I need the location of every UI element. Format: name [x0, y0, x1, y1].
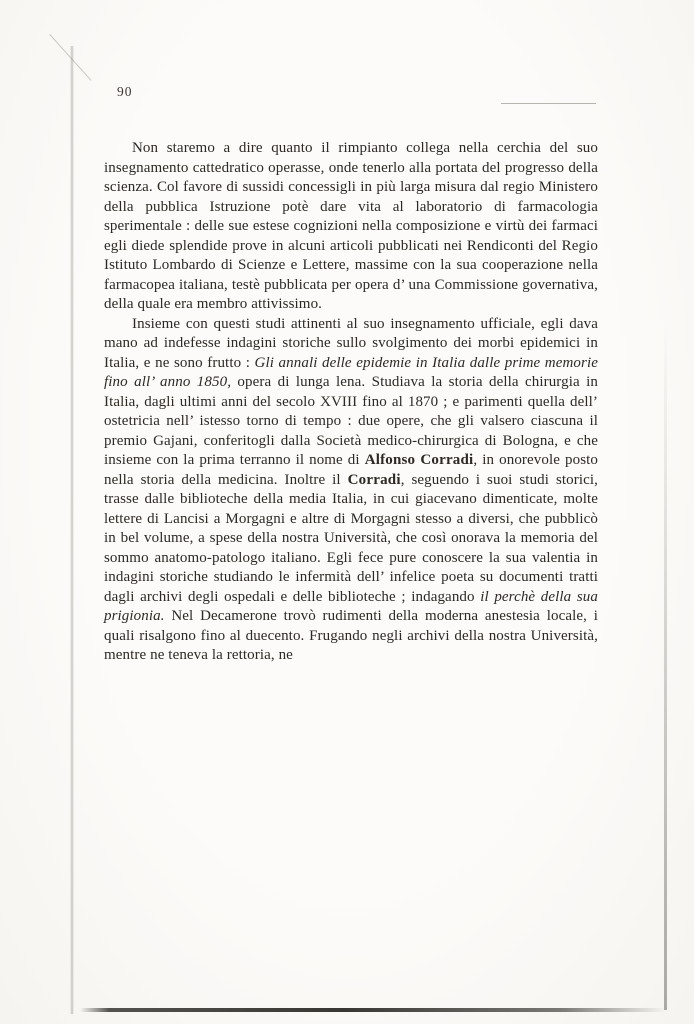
- text-segment: , seguendo i suoi studi storici, trasse dalle biblioteche della media Italia, in cui giacevano dimenticate, molte lettere di Lancisi a Morgagni e altre di Morgagni stesso a diversi, che pubblicò in bel volume, a spese della nostra Università, che così onorava la memoria del sommo anatomo-patologo italiano. Egli fece pure conoscere la sua valentia in indagini storiche studiando le infermità dell’ infelice poeta su documenti tratti dagli archivi degli ospedali e delle biblioteche ; indagando: [104, 471, 598, 605]
- margin-rule-mark: [501, 103, 596, 104]
- text-segment: , in onorevole posto nella storia della medicina. Inoltre il: [104, 452, 599, 488]
- text-segment: Alfonso Corradi: [364, 452, 474, 468]
- page-number: 90: [117, 84, 133, 99]
- scan-edge-bottom: [80, 1008, 666, 1012]
- text-segment: opera di lunga lena. Studiava la storia della chirurgia in Italia, dagli ultimi anni del secolo XVIII fino al 1870 ; e parimenti quella dell’ ostetricia nell’ istesso torno di tempo : due opere, che gli valsero ciascuna il premio Gajani, conferitogli dalla Società medico-chirurgica di Bologna, e che insieme con la prima terranno il nome di: [104, 374, 598, 468]
- text-segment: Non staremo a dire quanto il rimpianto collega nella cerchia del suo insegnamento cattedratico operasse, onde tenerlo alla portata del progresso della scienza. Col favore di sussidi concessigli in più larga misura dal regio Ministero della pubblica Istruzione potè dare vita al laboratorio di farmacologia sperimentale : delle sue estese cognizioni nella composizione e virtù dei farmaci egli diede splendide prove in alcuni articoli pubblicati nei Rendiconti del Regio Istituto Lombardo di Scienze e Lettere, massime con la sua cooperazione nella farmacopea italiana, testè pubblicata per opera d’ una Commissione governativa, della quale era membro attivissimo.: [104, 140, 598, 312]
- paragraph: [104, 315, 598, 666]
- text-segment: Insieme con questi studi attinenti al suo insegnamento ufficiale, egli dava mano ad indefesse indagini storiche sullo svolgimento dei morbi epidemici in Italia, e ne sono frutto :: [104, 315, 598, 371]
- text-segment: Nel Decamerone trovò rudimenti della moderna anestesia locale, i quali risalgono fino al duecento. Frugando negli archivi della nostra Università, mentre ne teneva la rettoria, ne: [104, 608, 598, 663]
- scan-edge-left: [70, 46, 74, 1014]
- text-segment: Corradi: [347, 471, 401, 488]
- page-text: [104, 139, 598, 666]
- scan-edge-right: [664, 320, 667, 1010]
- text-segment: Gli annali delle epidemie in Italia dalle prime memorie fino all’ anno 1850,: [104, 354, 598, 390]
- paragraph: [104, 139, 598, 315]
- text-segment: il perchè della sua prigionia.: [104, 588, 598, 624]
